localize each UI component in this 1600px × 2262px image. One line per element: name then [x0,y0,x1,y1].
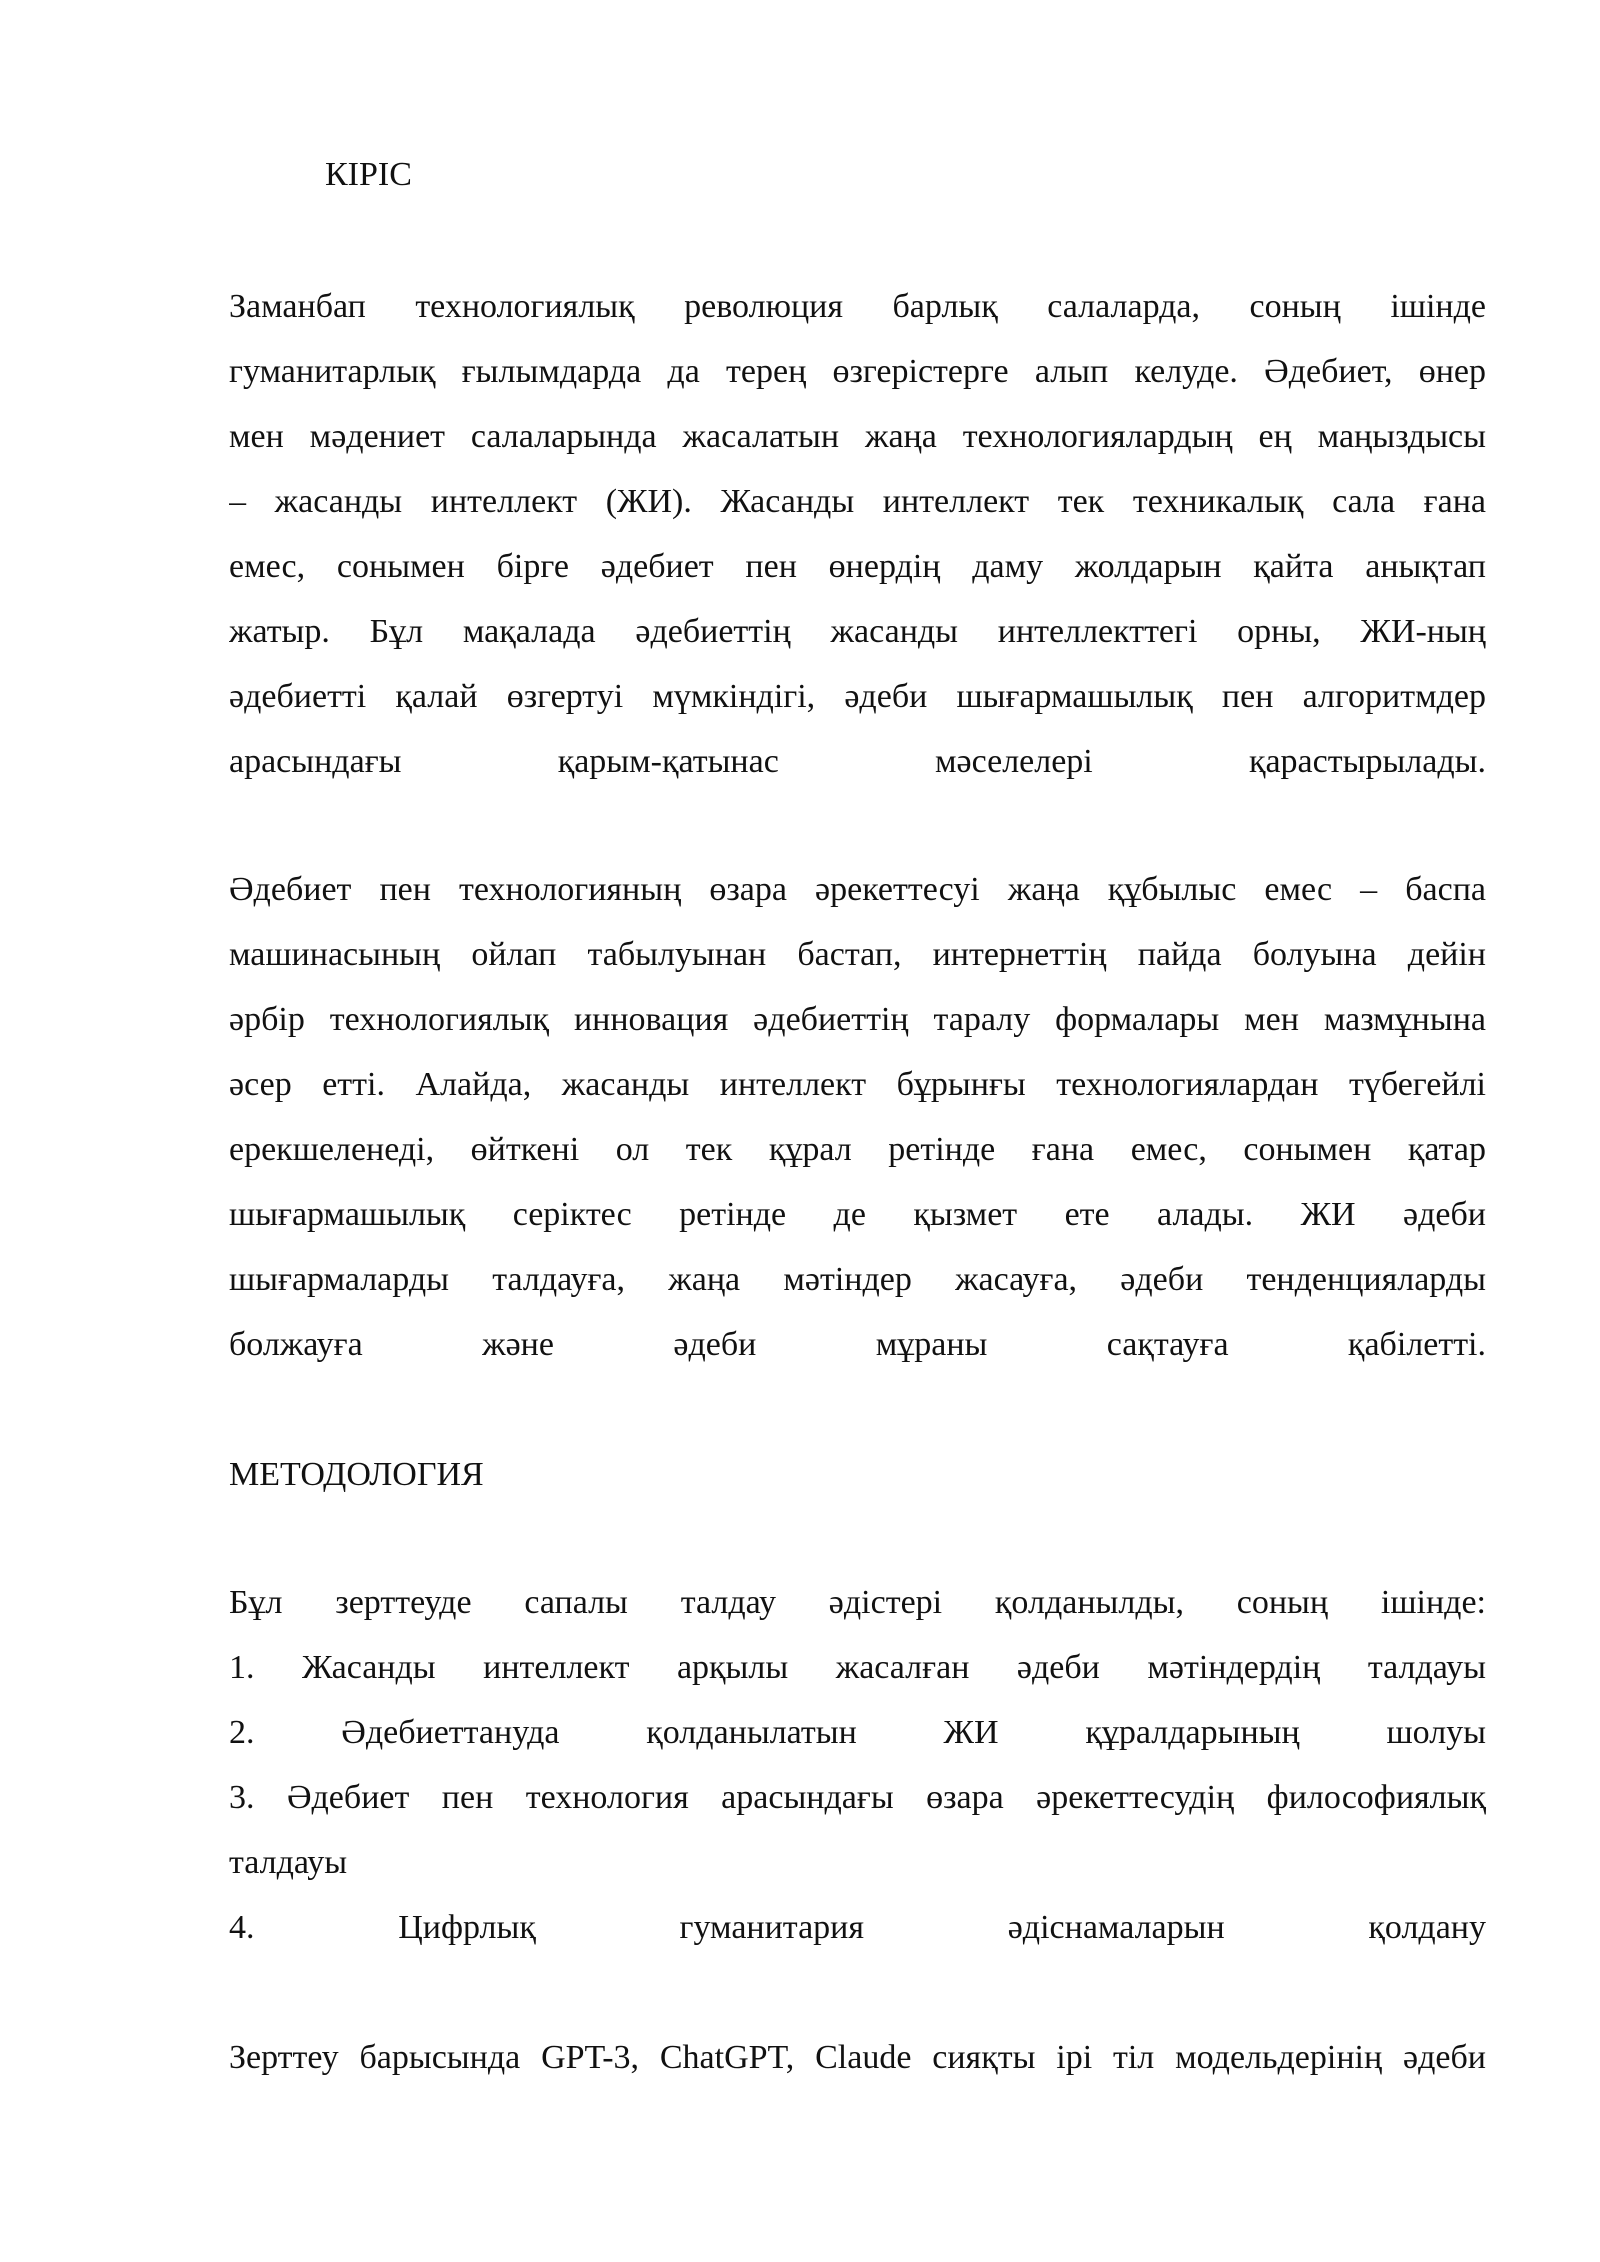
text-line: – жасанды интеллект (ЖИ). Жасанды интеллект тек техникалық сала ғана [229,483,1486,520]
methodology-paragraph-1 [229,1570,1486,1960]
list-item: 3. Әдебиет пен технология арасындағы өзара әрекеттесудің философиялық [229,1779,1486,1816]
text-line: Заманбап технологиялық революция барлық салаларда, соның ішінде [229,288,1486,325]
intro-paragraph-1 [229,274,1486,794]
methodology-heading: МЕТОДОЛОГИЯ [229,1456,484,1493]
text-line: болжауға және әдеби мұраны сақтауға қабілетті. [229,1326,1486,1363]
text-line: мен мәдениет салаларында жасалатын жаңа технологиялардың ең маңыздысы [229,418,1486,455]
text-line: шығармашылық серіктес ретінде де қызмет ете алады. ЖИ әдеби [229,1196,1486,1233]
text-line: гуманитарлық ғылымдарда да терең өзгерістерге алып келуде. Әдебиет, өнер [229,353,1486,390]
intro-heading: КІРІС [325,156,412,193]
text-line: машинасының ойлап табылуынан бастап, интернеттің пайда болуына дейін [229,936,1486,973]
text-line: Зерттеу барысында GPT-3, ChatGPT, Claude сияқты ірі тіл модельдерінің әдеби [229,2039,1486,2076]
list-item: 1. Жасанды интеллект арқылы жасалған әдеби мәтіндердің талдауы [229,1649,1486,1686]
text-line: әсер етті. Алайда, жасанды интеллект бұрынғы технологиялардан түбегейлі [229,1066,1486,1103]
text-line: шығармаларды талдауға, жаңа мәтіндер жасауға, әдеби тенденцияларды [229,1261,1486,1298]
list-item: 4. Цифрлық гуманитария әдіснамаларын қолдану [229,1909,1486,1946]
text-line: арасындағы қарым-қатынас мәселелері қарастырылады. [229,743,1486,780]
text-line: Әдебиет пен технологияның өзара әрекеттесуі жаңа құбылыс емес – баспа [229,871,1486,908]
text-line: Бұл зерттеуде сапалы талдау әдістері қолданылды, соның ішінде: [229,1584,1486,1621]
list-item: 2. Әдебиеттануда қолданылатын ЖИ құралдарының шолуы [229,1714,1486,1751]
methodology-paragraph-2 [229,2025,1486,2090]
text-line: әрбір технологиялық инновация әдебиеттің таралу формалары мен мазмұнына [229,1001,1486,1038]
intro-paragraph-2 [229,857,1486,1377]
text-line: ерекшеленеді, өйткені ол тек құрал ретінде ғана емес, сонымен қатар [229,1131,1486,1168]
text-line: емес, сонымен бірге әдебиет пен өнердің даму жолдарын қайта анықтап [229,548,1486,585]
text-line: жатыр. Бұл мақалада әдебиеттің жасанды интеллекттегі орны, ЖИ-ның [229,613,1486,650]
list-item-continuation: талдауы [229,1844,348,1881]
text-line: әдебиетті қалай өзгертуі мүмкіндігі, әдеби шығармашылық пен алгоритмдер [229,678,1486,715]
